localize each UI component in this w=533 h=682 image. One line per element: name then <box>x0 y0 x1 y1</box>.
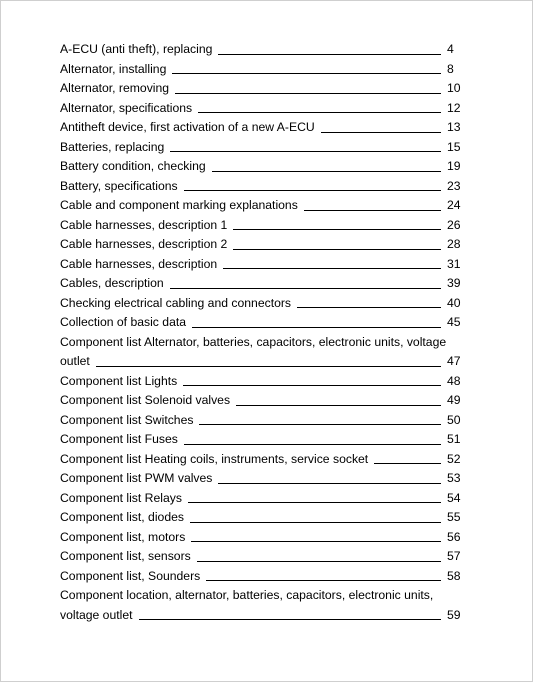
toc-entry[interactable] <box>60 99 463 119</box>
leader-line <box>170 151 441 152</box>
toc-entry[interactable] <box>60 60 463 80</box>
toc-entry[interactable] <box>60 235 463 255</box>
leader-line <box>172 73 441 74</box>
toc-entry-title: Component list, Sounders <box>60 568 201 583</box>
toc-entry-title: Alternator, specifications <box>60 100 193 115</box>
toc-entry-page: 15 <box>447 139 461 154</box>
toc-entry-page: 57 <box>447 549 461 563</box>
toc-entry-title: Component list PWM valves <box>60 471 213 485</box>
toc-entry-page: 12 <box>447 100 461 115</box>
toc-entry-title: Collection of basic data <box>60 315 187 329</box>
toc-entry-page: 49 <box>447 393 461 407</box>
leader-line <box>170 288 441 289</box>
toc-entry-title: Cable harnesses, description 1 <box>60 217 228 232</box>
leader-line <box>206 580 441 581</box>
toc-entry-title: Component list, sensors <box>60 549 191 563</box>
leader-line <box>188 502 441 503</box>
leader-line <box>96 366 441 367</box>
toc-entry-page: 59 <box>447 607 461 622</box>
leader-line <box>184 444 441 445</box>
leader-line <box>183 385 441 386</box>
toc-entry-title: outlet <box>60 354 90 368</box>
leader-line <box>175 93 441 94</box>
toc-entry-page: 53 <box>447 471 461 485</box>
toc-entry-page: 39 <box>447 276 461 290</box>
toc-entry-page: 31 <box>447 256 461 271</box>
toc-entry-title: Component list Heating coils, instruments, service socket <box>60 451 369 466</box>
toc-entry[interactable] <box>60 40 463 60</box>
leader-line <box>190 522 441 523</box>
toc-entry-page: 54 <box>447 490 461 505</box>
toc-entry-page: 10 <box>447 81 461 95</box>
leader-line <box>197 561 441 562</box>
toc-entry[interactable] <box>60 606 463 626</box>
toc-entry-title: Component list, diodes <box>60 510 184 524</box>
toc-entry-title: A-ECU (anti theft), replacing <box>60 42 213 56</box>
toc-entry[interactable] <box>60 450 463 470</box>
toc-entry-page: 58 <box>447 568 461 583</box>
toc-entry-title: Antitheft device, first activation of a new A-ECU <box>60 120 315 134</box>
leader-line <box>233 249 441 250</box>
toc-entry-title: Battery condition, checking <box>60 159 206 173</box>
toc-entry-title: Alternator, installing <box>60 61 167 76</box>
toc-entry[interactable] <box>60 216 463 236</box>
leader-line <box>374 463 441 464</box>
leader-line <box>233 229 441 230</box>
leader-line <box>321 132 441 133</box>
leader-line <box>223 268 441 269</box>
toc-entry[interactable] <box>60 411 463 431</box>
toc-entry-page: 52 <box>447 451 461 466</box>
toc-entry-page: 26 <box>447 217 461 232</box>
toc-entry-title: Cable harnesses, description <box>60 256 218 271</box>
toc-entry[interactable] <box>60 294 463 314</box>
toc-entry-page: 50 <box>447 412 461 427</box>
toc-entry-page: 47 <box>447 354 461 368</box>
toc-entry-page: 4 <box>447 42 454 56</box>
toc-entry-page: 45 <box>447 315 461 329</box>
toc-entry-title: Component list Switches <box>60 412 194 427</box>
toc-entry[interactable] <box>60 528 463 548</box>
toc-entry[interactable] <box>60 391 463 411</box>
leader-line <box>192 327 441 328</box>
toc-entry-page: 40 <box>447 295 461 310</box>
toc-entry[interactable] <box>60 255 463 275</box>
leader-line <box>198 112 441 113</box>
toc-entry[interactable] <box>60 352 463 372</box>
toc-entry-page: 8 <box>447 61 454 76</box>
toc-entry[interactable] <box>60 274 463 294</box>
toc-entry-page: 28 <box>447 237 461 251</box>
leader-line <box>218 483 441 484</box>
toc-entry-page: 48 <box>447 373 461 388</box>
toc-entry-title-line1: Component location, alternator, batteries, capacitors, electronic units, <box>60 588 434 602</box>
toc-entry-title: Cable and component marking explanations <box>60 198 298 212</box>
toc-entry-title: Alternator, removing <box>60 81 170 95</box>
leader-line <box>199 424 441 425</box>
toc-entry-page: 51 <box>447 432 461 446</box>
toc-entry[interactable] <box>60 118 463 138</box>
toc-entry[interactable] <box>60 313 463 333</box>
toc-entry-page: 13 <box>447 120 461 134</box>
leader-line <box>212 171 441 172</box>
leader-line <box>297 307 441 308</box>
toc-entry-title: Component list Lights <box>60 373 178 388</box>
toc-entry[interactable] <box>60 567 463 587</box>
toc-entry[interactable] <box>60 157 463 177</box>
toc-entry-title-line1: Component list Alternator, batteries, capacitors, electronic units, voltage <box>60 334 447 349</box>
toc-entry-title: Checking electrical cabling and connectors <box>60 295 292 310</box>
toc-entry[interactable] <box>60 177 463 197</box>
toc-entry-title: Battery, specifications <box>60 178 178 193</box>
toc-entry-page: 55 <box>447 510 461 524</box>
toc-entry-page: 56 <box>447 529 461 544</box>
toc-entry[interactable] <box>60 508 463 528</box>
toc-entry-title: voltage outlet <box>60 607 133 622</box>
toc-entry-title: Component list Solenoid valves <box>60 393 231 407</box>
toc-entry-title: Component list Relays <box>60 490 182 505</box>
leader-line <box>218 54 441 55</box>
toc-entry-title: Component list, motors <box>60 529 186 544</box>
toc-entry[interactable] <box>60 372 463 392</box>
leader-line <box>184 190 441 191</box>
toc-entry-page: 24 <box>447 198 461 212</box>
toc-entry-first-line[interactable] <box>60 586 463 606</box>
leader-line <box>139 619 441 620</box>
toc-entry-page: 19 <box>447 159 461 173</box>
leader-line <box>236 405 441 406</box>
toc-entry-title: Component list Fuses <box>60 432 178 446</box>
toc-entry-title: Cable harnesses, description 2 <box>60 237 228 251</box>
toc-entry[interactable] <box>60 547 463 567</box>
toc-entry[interactable] <box>60 469 463 489</box>
toc-entry[interactable] <box>60 430 463 450</box>
toc-entry-title: Cables, description <box>60 276 164 290</box>
toc-entry-title: Batteries, replacing <box>60 139 165 154</box>
toc-entry[interactable] <box>60 196 463 216</box>
toc-entry[interactable] <box>60 489 463 509</box>
table-of-contents <box>60 40 463 625</box>
leader-line <box>304 210 441 211</box>
toc-entry-page: 23 <box>447 178 461 193</box>
toc-entry[interactable] <box>60 79 463 99</box>
toc-entry[interactable] <box>60 138 463 158</box>
leader-line <box>191 541 441 542</box>
toc-entry-first-line[interactable] <box>60 333 463 353</box>
